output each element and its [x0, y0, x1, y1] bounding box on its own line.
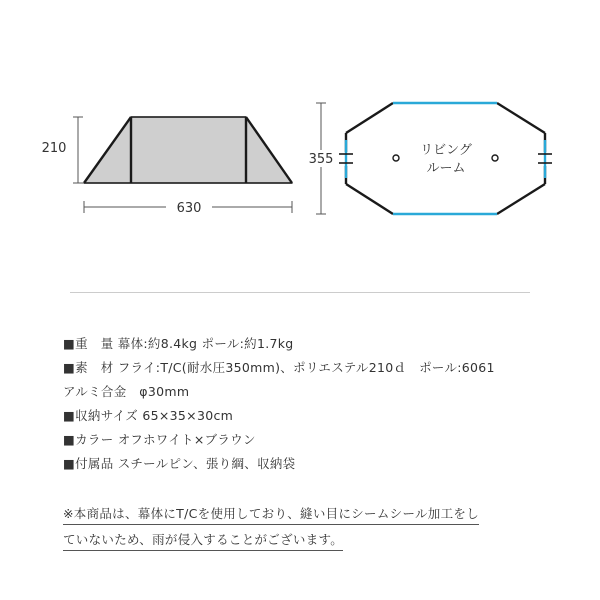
- top-frame-poles: [346, 103, 545, 214]
- pole-hole-right: [492, 155, 498, 161]
- spec-list: [63, 332, 563, 476]
- seam-note: [63, 502, 543, 554]
- spec-packed-size: ■収納サイズ 65×35×30cm: [63, 408, 234, 423]
- spec-color: ■カラー オフホワイト×ブラウン: [63, 432, 256, 447]
- living-room-label-line1: リビング: [420, 143, 472, 158]
- tent-top-view: [304, 103, 552, 214]
- section-divider: [70, 292, 530, 293]
- height-dimension: [73, 117, 83, 183]
- spec-material-cont: アルミ合金 φ30mm: [63, 384, 190, 399]
- living-room-label-line2: ルーム: [426, 161, 466, 176]
- note-line-2: ていないため、雨が侵入することがございます。: [63, 530, 343, 551]
- spec-accessories: ■付属品 スチールピン、張り綱、収納袋: [63, 456, 296, 471]
- width-label: 630: [176, 201, 202, 216]
- note-line-1: ※本商品は、幕体にT/Cを使用しており、縫い目にシームシール加工をし: [63, 504, 479, 525]
- height-label: 210: [41, 141, 67, 156]
- top-fly-outline: [346, 103, 545, 214]
- spec-material: ■素 材 フライ:T/C(耐水圧350mm)、ポリエステル210ｄ ポール:6061: [63, 360, 495, 375]
- pole-hole-left: [393, 155, 399, 161]
- spec-weight: ■重 量 幕体:約8.4kg ポール:約1.7kg: [63, 336, 294, 351]
- depth-label: 355: [308, 152, 334, 167]
- tent-side-fabric: [84, 117, 292, 183]
- tent-side-view: [42, 117, 292, 216]
